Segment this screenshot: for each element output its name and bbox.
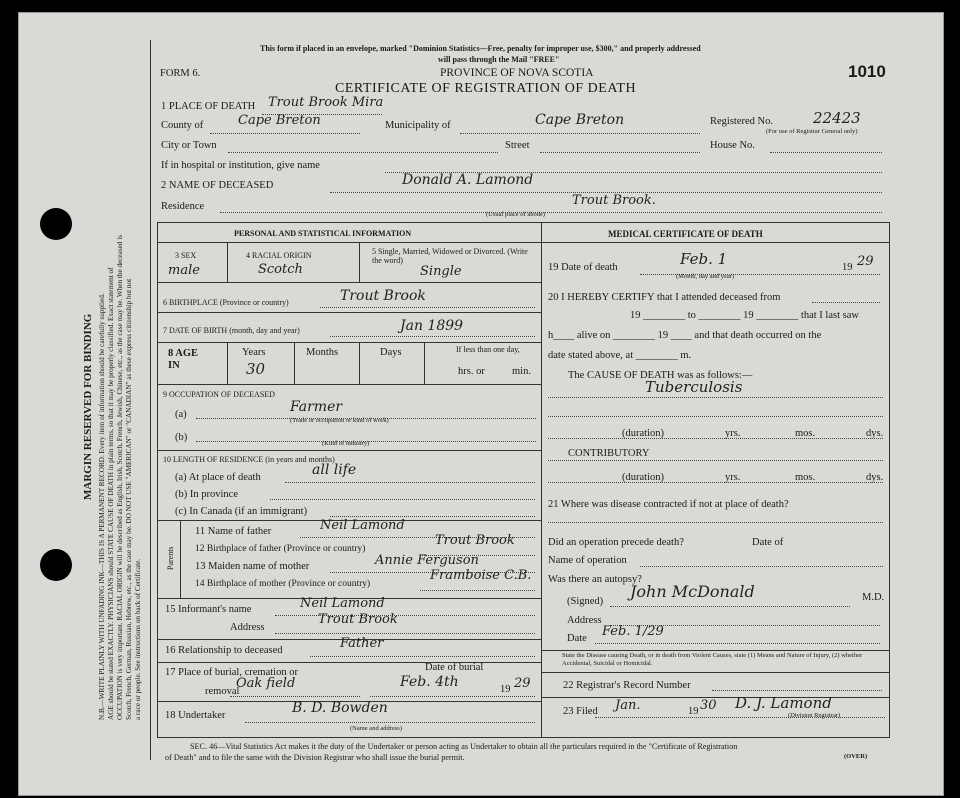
hrs-label: hrs. or bbox=[458, 366, 485, 377]
informant-address-value: Trout Brook bbox=[318, 612, 398, 627]
province-heading: PROVINCE OF NOVA SCOTIA bbox=[440, 67, 594, 79]
residence-length-heading: 10 LENGTH OF RESIDENCE (in years and months) bbox=[163, 455, 335, 464]
filed-year-value: 30 bbox=[700, 698, 717, 713]
birthplace-label: 6 BIRTHPLACE (Province or country) bbox=[163, 298, 289, 307]
registered-no-label: Registered No. bbox=[710, 116, 773, 127]
mos-label-1: mos. bbox=[795, 428, 816, 439]
informant-address-label: Address bbox=[230, 622, 265, 633]
undertaker-note: (Name and address) bbox=[350, 725, 402, 732]
margin-binding-label: MARGIN RESERVED FOR BINDING bbox=[82, 313, 94, 500]
burial-year-prefix: 19 bbox=[500, 684, 511, 695]
years-label: Years bbox=[242, 347, 266, 358]
dod-year-prefix: 19 bbox=[842, 262, 853, 273]
burial-year-value: 29 bbox=[514, 676, 531, 691]
undertaker-label: 18 Undertaker bbox=[165, 710, 226, 721]
birthplace-value: Trout Brook bbox=[340, 288, 426, 304]
racial-label: 4 RACIAL ORIGIN bbox=[246, 251, 312, 260]
occupation-note: (Trade or occupation or kind of work) bbox=[290, 417, 389, 424]
cause-value: Tuberculosis bbox=[645, 378, 743, 396]
relationship-value: Father bbox=[340, 636, 384, 651]
division-registrar-note: (Division Registrar) bbox=[788, 712, 841, 719]
margin-note-3: OCCUPATION is very important. RACIAL ORIGIN will be described as English, Irish, Scotch, French, Jewish, Chinese, etc., as the case may be. When the deceased is bbox=[116, 235, 124, 720]
burial-label: 17 Place of burial, cremation or bbox=[165, 667, 298, 678]
mother-birthplace-label: 14 Birthplace of mother (Province or country) bbox=[195, 579, 371, 589]
industry-note: (Kind of industry) bbox=[322, 440, 370, 447]
res-canada-label: (c) In Canada (if an immigrant) bbox=[175, 506, 308, 517]
dod-note: (Month, day and year) bbox=[676, 273, 735, 280]
certificate-title: CERTIFICATE OF REGISTRATION OF DEATH bbox=[335, 81, 637, 96]
mos-label-2: mos. bbox=[795, 472, 816, 483]
date-stated-line: date stated above, at ________ m. bbox=[548, 350, 692, 361]
registrar-note: (For use of Registrar General only) bbox=[766, 128, 858, 135]
residence-label: Residence bbox=[161, 201, 205, 212]
street-label: Street bbox=[505, 140, 530, 151]
violent-causes-note: State the Disease causing Death, or in death from Violent Causes, state (1) Means and Nature of Injury, (2) whether Accidental, Suicidal or Homicidal. bbox=[562, 652, 863, 667]
margin-note-5: a race or people. See instructions on back of Certificate. bbox=[134, 558, 142, 720]
father-name-label: 11 Name of father bbox=[195, 526, 272, 537]
father-birthplace-value: Trout Brook bbox=[435, 533, 515, 548]
operation-label: Did an operation precede death? bbox=[548, 537, 684, 548]
date-of-death-label: 19 Date of death bbox=[548, 262, 618, 273]
undertaker-value: B. D. Bowden bbox=[292, 700, 388, 716]
personal-heading: PERSONAL AND STATISTICAL INFORMATION bbox=[234, 229, 412, 238]
cause-label: The CAUSE OF DEATH was as follows:— bbox=[568, 370, 753, 381]
res-place-label: (a) At place of death bbox=[175, 472, 261, 483]
informant-label: 15 Informant's name bbox=[165, 604, 252, 615]
less-than-day-label: If less than one day, bbox=[456, 345, 520, 354]
duration-label-1: (duration) bbox=[622, 428, 664, 439]
physician-date-value: Feb. 1/29 bbox=[602, 624, 664, 639]
mail-notice-1: This form if placed in an envelope, marked "Dominion Statistics—Free, penalty for improper use, $300," and properly addressed bbox=[260, 44, 701, 53]
removal-value: Oak field bbox=[236, 676, 296, 691]
marital-value: Single bbox=[420, 264, 462, 279]
father-name-value: Neil Lamond bbox=[320, 518, 405, 533]
mother-birthplace-value: Framboise C.B. bbox=[430, 568, 532, 583]
hospital-label: If in hospital or institution, give name bbox=[161, 160, 320, 171]
certificate-number: 1010 bbox=[848, 62, 886, 81]
occupation-a: (a) bbox=[175, 409, 187, 420]
mother-name-value: Annie Ferguson bbox=[375, 553, 479, 568]
house-no-label: House No. bbox=[710, 140, 755, 151]
residence-value: Trout Brook. bbox=[572, 193, 656, 208]
mother-name-label: 13 Maiden name of mother bbox=[195, 561, 310, 572]
county-label: County of bbox=[161, 120, 204, 131]
certify-label: 20 I HEREBY CERTIFY that I attended deceased from bbox=[548, 292, 781, 303]
dob-value: Jan 1899 bbox=[400, 318, 464, 334]
filed-value: Jan. bbox=[615, 698, 641, 713]
over-label: (OVER) bbox=[844, 753, 868, 760]
physician-date-label: Date bbox=[567, 633, 587, 644]
alive-line: h____ alive on ________ 19 ____ and that death occurred on the bbox=[548, 330, 822, 341]
relationship-label: 16 Relationship to deceased bbox=[165, 645, 283, 656]
burial-date-value: Feb. 4th bbox=[400, 674, 459, 690]
dys-label-2: dys. bbox=[866, 472, 884, 483]
occupation-b: (b) bbox=[175, 432, 188, 443]
parents-label: Parents bbox=[166, 546, 175, 570]
father-birthplace-label: 12 Birthplace of father (Province or country) bbox=[195, 544, 366, 554]
margin-note-1: N.B.—WRITE PLAINLY WITH UNFADING INK—THIS IS A PERMANENT RECORD. Every item of information should be carefully supplied. bbox=[98, 293, 106, 720]
mail-notice-2: will pass through the Mail "FREE" bbox=[438, 55, 560, 64]
municipality-value: Cape Breton bbox=[535, 112, 625, 128]
municipality-label: Municipality of bbox=[385, 120, 451, 131]
deceased-name-value: Donald A. Lamond bbox=[402, 172, 534, 188]
place-of-death-label: 1 PLACE OF DEATH bbox=[161, 101, 256, 112]
place-of-death-value: Trout Brook Mira bbox=[268, 95, 384, 110]
county-value: Cape Breton bbox=[238, 113, 321, 128]
days-label: Days bbox=[380, 347, 402, 358]
res-province-label: (b) In province bbox=[175, 489, 238, 500]
yrs-label-1: yrs. bbox=[725, 428, 741, 439]
duration-label-2: (duration) bbox=[622, 472, 664, 483]
yrs-label-2: yrs. bbox=[725, 472, 741, 483]
margin-note-4: Scotch, French, German, Russian, Hebrew, etc., as the case may be. DO NOT USE "AMERICAN" or "CANADIAN" as these express citizenship but not bbox=[125, 278, 133, 720]
racial-value: Scotch bbox=[258, 262, 303, 277]
medical-heading: MEDICAL CERTIFICATE OF DEATH bbox=[608, 229, 763, 239]
dys-label-1: dys. bbox=[866, 428, 884, 439]
date-of-death-value: Feb. 1 bbox=[680, 250, 728, 268]
margin-note-2: AGE should be stated EXACTLY. PHYSICIANS should STATE CAUSE OF DEATH in plain terms, so that it may be properly classified. Exact statement of bbox=[107, 267, 115, 720]
physician-address-label: Address bbox=[567, 615, 602, 626]
contributory-label: CONTRIBUTORY bbox=[568, 448, 650, 459]
years-value: 30 bbox=[246, 360, 266, 378]
record-number-label: 22 Registrar's Record Number bbox=[563, 680, 691, 691]
filed-label: 23 Filed bbox=[563, 706, 598, 717]
deceased-name-label: 2 NAME OF DECEASED bbox=[161, 180, 274, 191]
binding-hole-bottom bbox=[40, 549, 72, 581]
signed-value: John McDonald bbox=[630, 582, 755, 601]
occupation-value: Farmer bbox=[290, 399, 343, 415]
sex-label: 3 SEX bbox=[175, 251, 197, 260]
registered-no-value: 22423 bbox=[813, 109, 861, 127]
form-number: FORM 6. bbox=[160, 68, 201, 79]
sex-value: male bbox=[168, 263, 200, 278]
informant-value: Neil Lamond bbox=[300, 596, 385, 611]
md-label: M.D. bbox=[862, 592, 885, 603]
attended-line: 19 ________ to ________ 19 ________ that I last saw bbox=[630, 310, 859, 321]
binding-hole-top bbox=[40, 208, 72, 240]
filed-year-prefix: 19 bbox=[688, 706, 699, 717]
sec46-line2: of Death" and to file the same with the Division Registrar who shall issue the burial permit. bbox=[165, 753, 465, 762]
burial-date-label: Date of burial bbox=[425, 662, 484, 673]
operation-name-label: Name of operation bbox=[548, 555, 627, 566]
marital-label: 5 Single, Married, Widowed or Divorced. (Write the word) bbox=[372, 247, 528, 265]
res-place-value: all life bbox=[312, 462, 357, 478]
disease-contracted-label: 21 Where was disease contracted if not at place of death? bbox=[548, 499, 789, 510]
city-label: City or Town bbox=[161, 140, 217, 151]
operation-date-label: Date of bbox=[752, 537, 784, 548]
sec46-line1: SEC. 46—Vital Statistics Act makes it the duty of the Undertaker or person acting as Undertaker to obtain all the particulars required in the "Certificate of Registration bbox=[190, 742, 738, 751]
registrar-signature: D. J. Lamond bbox=[735, 694, 832, 712]
dod-year-value: 29 bbox=[857, 254, 874, 269]
signed-label: (Signed) bbox=[567, 596, 604, 607]
months-label: Months bbox=[306, 347, 339, 358]
min-label: min. bbox=[512, 366, 531, 377]
autopsy-label: Was there an autopsy? bbox=[548, 574, 642, 585]
dob-label: 7 DATE OF BIRTH (month, day and year) bbox=[163, 326, 300, 335]
age-label: 8 AGE IN bbox=[168, 348, 199, 371]
occupation-heading: 9 OCCUPATION OF DECEASED bbox=[163, 390, 275, 399]
margin-border bbox=[150, 40, 151, 760]
abode-note: (Usual place of abode) bbox=[486, 211, 546, 218]
removal-label: removal bbox=[205, 686, 240, 697]
